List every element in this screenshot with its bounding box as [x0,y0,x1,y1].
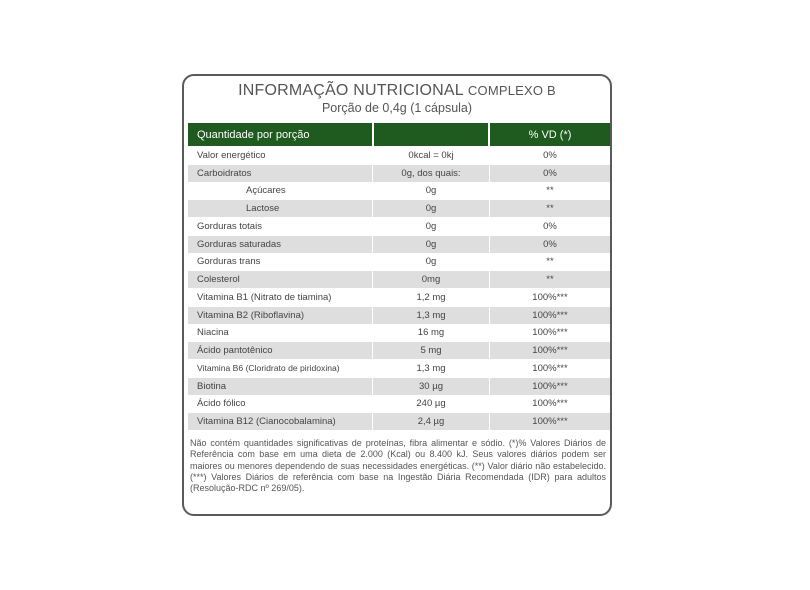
table-row [188,377,610,395]
table-row [188,235,610,253]
nutrient-vd: 0% [543,167,557,179]
nutrient-amount: 2,4 µg [372,413,490,430]
table-row [188,395,610,413]
nutrient-name: Ácido fólico [197,398,246,410]
table-row [188,341,610,359]
nutrient-name: Colesterol [197,274,240,286]
header-amount [372,123,490,146]
nutrient-amount: 0kcal = 0kj [372,147,490,164]
nutrient-name: Vitamina B2 (Riboflavina) [197,309,305,321]
nutrient-vd: 100%*** [532,398,568,410]
nutrient-amount: 1,2 mg [372,289,490,306]
label-title-suffix: COMPLEXO B [467,83,556,98]
nutrient-amount: 0g [372,183,490,200]
nutrient-name: Carboidratos [197,167,252,179]
nutrient-vd: 0% [543,238,557,250]
nutrient-vd: ** [546,185,554,197]
nutrient-amount: 0g [372,254,490,271]
table-row [188,288,610,306]
table-row [188,199,610,217]
table-row [188,324,610,342]
table-row [188,146,610,164]
nutrient-amount: 0g [372,236,490,253]
nutrient-vd: 100%*** [532,309,568,321]
nutrient-vd: 100%*** [532,380,568,392]
serving-size: Porção de 0,4g (1 cápsula) [321,101,473,115]
label-title-main: INFORMAÇÃO NUTRICIONAL [238,82,464,99]
nutrient-amount: 16 mg [372,325,490,342]
nutrient-vd: 100%*** [532,416,568,428]
table-row [188,253,610,271]
nutrient-name: Vitamina B6 (Cloridrato de piridoxina) [197,363,340,374]
nutrient-vd: ** [546,274,554,286]
nutrient-name: Gorduras trans [197,256,261,268]
nutrient-amount: 30 µg [372,378,490,395]
nutrient-name: Ácido pantotênico [197,345,273,357]
nutrient-amount: 0g [372,218,490,235]
nutrient-vd: 0% [543,220,557,232]
nutrient-amount: 240 µg [372,396,490,413]
nutrient-amount: 0g, dos quais: [372,165,490,182]
nutrient-amount: 1,3 mg [372,360,490,377]
nutrient-vd: 0% [543,149,557,161]
nutrient-name: Niacina [197,327,229,339]
nutrient-amount: 1,3 mg [372,307,490,324]
nutrient-amount: 0mg [372,271,490,288]
header-quantity: Quantidade por porção [197,128,310,141]
nutrient-name: Gorduras saturadas [197,238,281,250]
table-header [188,123,610,146]
nutrient-vd: 100%*** [532,345,568,357]
table-row [188,306,610,324]
footnote-text: Não contém quantidades significativas de proteínas, fibra alimentar e sódio. (*)% Valores Diários de Referência com base em uma dieta de 2.000 (Kcal) ou 8.400 kJ. Seus valores diários podem ser maiores ou menores dependendo de suas necessidades energéticas. (**) Valor diário não estabelecido. (***) Valores Diários de referência com base na Ingestão Diária Recomendada (IDR) para adultos (Resolução-RDC nº 269/05). [190,438,606,494]
table-row [188,182,610,200]
header-vd: % VD (*) [528,128,572,141]
nutrient-vd: 100%*** [532,327,568,339]
nutrient-name: Lactose [246,203,280,215]
nutrient-name: Biotina [197,380,227,392]
table-row [188,412,610,430]
nutrient-amount: 5 mg [372,342,490,359]
nutrient-amount: 0g [372,200,490,217]
nutrient-vd: ** [546,203,554,215]
nutrient-name: Vitamina B12 (Cianocobalamina) [197,416,336,428]
table-row [188,164,610,182]
nutrient-vd: ** [546,256,554,268]
nutrient-name: Gorduras totais [197,220,262,232]
nutrition-label [182,74,612,516]
nutrient-name: Vitamina B1 (Nitrato de tiamina) [197,291,332,303]
nutrient-name: Valor energético [197,149,266,161]
label-title [184,82,610,100]
table-row [188,270,610,288]
table-row [188,217,610,235]
nutrient-name: Açúcares [246,185,286,197]
nutrition-table [188,123,610,430]
nutrient-vd: 100%*** [532,291,568,303]
nutrient-vd: 100%*** [532,362,568,374]
table-row [188,359,610,377]
